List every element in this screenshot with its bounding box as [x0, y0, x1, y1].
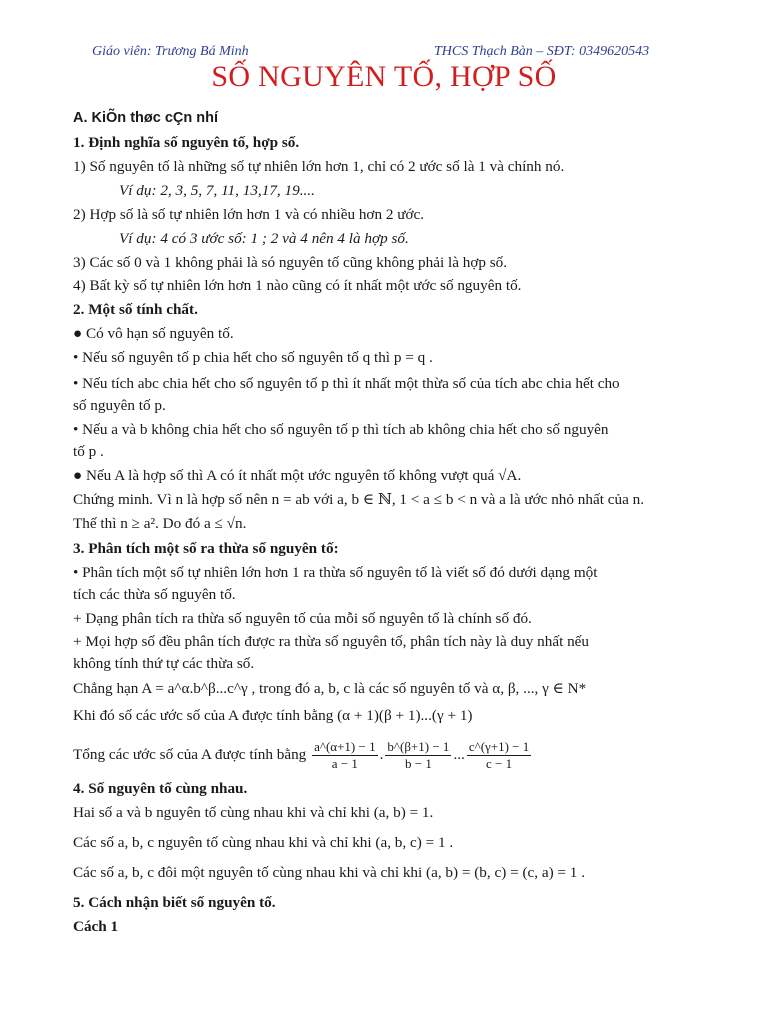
- paragraph: + Mọi hợp số đều phân tích được ra thừa số nguyên tố, phân tích này là duy nhất nếu: [73, 633, 590, 650]
- dot-operator: .: [379, 746, 384, 763]
- paragraph: 3) Các số 0 và 1 không phải là só nguyên tố cũng không phải là hợp số.: [73, 254, 508, 271]
- section-2-heading: 2. Một số tính chất.: [73, 301, 198, 318]
- formula-line: Chẳng hạn A = a^α.b^β...c^γ , trong đó a, b, c là các số nguyên tố và α, β, ..., γ ∈ N*: [73, 680, 587, 697]
- paragraph: Các số a, b, c đôi một nguyên tố cùng nhau khi và chỉ khi (a, b) = (b, c) = (c, a) = 1 .: [73, 864, 585, 881]
- formula-label: Tổng các ước số của A được tính bằng: [73, 746, 307, 763]
- fraction: [467, 739, 531, 772]
- proof-line: Thế thì n ≥ a². Do đó a ≤ √n.: [73, 515, 247, 532]
- ellipsis: ...: [453, 746, 465, 763]
- fraction: [385, 739, 451, 772]
- section-4-heading: 4. Số nguyên tố cùng nhau.: [73, 780, 248, 797]
- fraction-numerator: b^(β+1) − 1: [387, 739, 450, 755]
- section-a-heading: A. KiÕn thøc cÇn nhí: [73, 110, 218, 126]
- paragraph: 4) Bất kỳ số tự nhiên lớn hơn 1 nào cũng có ít nhất một ước số nguyên tố.: [73, 277, 522, 294]
- fraction-denominator: b − 1: [404, 756, 432, 772]
- bullet-item-continued: tích các thừa số nguyên tố.: [73, 586, 236, 603]
- section-1-heading: 1. Định nghĩa số nguyên tố, hợp số.: [73, 134, 300, 151]
- bullet-item: ● Nếu A là hợp số thì A có ít nhất một ước nguyên tố không vượt quá √A.: [73, 467, 522, 484]
- fraction-numerator: a^(α+1) − 1: [314, 739, 376, 755]
- paragraph: 2) Hợp số là số tự nhiên lớn hơn 1 và có nhiều hơn 2 ước.: [73, 206, 425, 223]
- example: Ví dụ: 4 có 3 ước số: 1 ; 2 và 4 nên 4 là hợp số.: [119, 230, 409, 247]
- fraction-numerator: c^(γ+1) − 1: [468, 739, 530, 755]
- paragraph-continued: không tính thứ tự các thừa số.: [73, 655, 255, 672]
- bullet-item-continued: số nguyên tố p.: [73, 397, 166, 414]
- bullet-item-continued: tố p .: [73, 443, 104, 460]
- paragraph: Các số a, b, c nguyên tố cùng nhau khi và chỉ khi (a, b, c) = 1 .: [73, 834, 454, 851]
- fraction-denominator: c − 1: [485, 756, 513, 772]
- proof-line: Chứng minh. Vì n là hợp số nên n = ab với a, b ∈ ℕ, 1 < a ≤ b < n và a là ước nhỏ nhất của n.: [73, 491, 644, 508]
- header-school: THCS Thạch Bàn – SĐT: 0349620543: [434, 44, 650, 59]
- header-teacher: Giáo viên: Trương Bá Minh: [92, 44, 249, 59]
- fraction-denominator: a − 1: [331, 756, 358, 772]
- bullet-item: • Nếu a và b không chia hết cho số nguyên tố p thì tích ab không chia hết cho số nguyên: [73, 421, 609, 438]
- paragraph: 1) Số nguyên tố là những số tự nhiên lớn hơn 1, chỉ có 2 ước số là 1 và chính nó.: [73, 158, 565, 175]
- method-label: Cách 1: [73, 918, 119, 935]
- bullet-item: • Nếu tích abc chia hết cho số nguyên tố p thì ít nhất một thừa số của tích abc chia hết cho: [73, 375, 620, 392]
- section-5-heading: 5. Cách nhận biết số nguyên tố.: [73, 894, 276, 911]
- bullet-item: • Phân tích một số tự nhiên lớn hơn 1 ra thừa số nguyên tố là viết số đó dưới dạng một: [73, 564, 598, 581]
- paragraph: Hai số a và b nguyên tố cùng nhau khi và chỉ khi (a, b) = 1.: [73, 804, 434, 821]
- bullet-item: • Nếu số nguyên tố p chia hết cho số nguyên tố q thì p = q .: [73, 349, 433, 366]
- divisor-sum-formula: [73, 738, 533, 772]
- bullet-item: ● Có vô hạn số nguyên tố.: [73, 325, 234, 342]
- example: Ví dụ: 2, 3, 5, 7, 11, 13,17, 19....: [119, 182, 315, 199]
- document-title: SỐ NGUYÊN TỐ, HỢP SỐ: [211, 60, 557, 93]
- section-3-heading: 3. Phân tích một số ra thừa số nguyên tố:: [73, 540, 339, 557]
- fraction: [312, 739, 378, 772]
- paragraph: + Dạng phân tích ra thừa số nguyên tố của mỗi số nguyên tố là chính số đó.: [73, 610, 532, 627]
- formula-line: Khi đó số các ước số của A được tính bằng (α + 1)(β + 1)...(γ + 1): [73, 707, 473, 724]
